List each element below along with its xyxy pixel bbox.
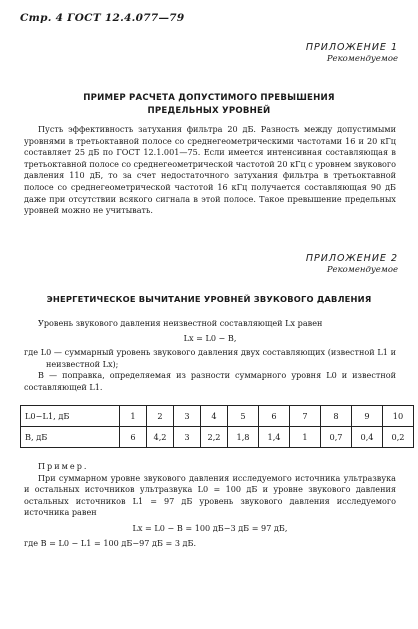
table-cell: 0,7 — [321, 427, 352, 448]
table-cell: 10 — [383, 406, 414, 427]
appendix-1-body-block — [24, 124, 396, 217]
appendix-1-title — [0, 92, 418, 118]
appendix-2-status: Рекомендуемое — [326, 265, 398, 275]
formula-example: Lx = L0 − B = 100 дБ−3 дБ = 97 дБ, — [132, 522, 288, 533]
where-l0: где L0 — суммарный уровень звукового давления двух составляющих (известной L1 и неизвестной Lx); — [24, 347, 396, 369]
table-cell: 1,4 — [259, 427, 290, 448]
appendix-1-label: ПРИЛОЖЕНИЕ 1 — [305, 42, 398, 53]
table-cell: 1,8 — [228, 427, 259, 448]
appendix-1-title-line2: ПРЕДЕЛЬНЫХ УРОВНЕЙ — [147, 106, 271, 116]
appendix-1-caption — [306, 42, 398, 64]
table-cell: 1 — [290, 427, 321, 448]
table-cell: 0,4 — [352, 427, 383, 448]
where-b: B — поправка, определяемая из разности суммарного уровня L0 и известной составляющей L1. — [24, 370, 396, 392]
table-cell: 8 — [321, 406, 352, 427]
table-header-correction: B, дБ — [21, 427, 120, 448]
appendix-2-label: ПРИЛОЖЕНИЕ 2 — [305, 253, 398, 264]
table-cell: 7 — [290, 406, 321, 427]
table-cell: 5 — [228, 406, 259, 427]
example-label: Пример. — [38, 461, 89, 471]
table-cell: 4 — [201, 406, 228, 427]
correction-table-wrap — [20, 405, 414, 448]
appendix-1-title-line1: ПРИМЕР РАСЧЕТА ДОПУСТИМОГО ПРЕВЫШЕНИЯ — [83, 93, 335, 103]
table-cell: 6 — [120, 427, 147, 448]
where-example: где B = L0 − L1 = 100 дБ−97 дБ = 3 дБ. — [24, 537, 197, 548]
table-cell: 2 — [147, 406, 174, 427]
table-cell: 2,2 — [201, 427, 228, 448]
table-cell: 4,2 — [147, 427, 174, 448]
table-cell: 3 — [174, 406, 201, 427]
formula-lx: Lx = L0 − B, — [183, 332, 237, 343]
appendix-1-status: Рекомендуемое — [326, 54, 398, 64]
appendix-1-body: Пусть эффективность затухания фильтра 20 дБ. Разность между допустимыми уровнями в третьоктавной полосе со среднегеометрическими частотами 16 и 20 кГц составляет 25 дБ по ГОСТ 12.1.001—75. Если имеется интенсивная составляющая в третьоктавной полосе со среднегеометрической частотой 20 кГц с уровнем звукового давления 110 дБ, то за счет недостаточного затухания фильтра в третьоктавной полосе со среднегеометрической частотой 16 кГц получается составляющая 90 дБ даже при отсутствии всякого сигнала в этой полосе. Такое превышение предельных уровней можно не учитывать. — [24, 124, 396, 216]
table-row-correction — [21, 427, 414, 448]
page-header: Стр. 4 ГОСТ 12.4.077—79 — [20, 12, 185, 24]
example-text: При суммарном уровне звукового давления исследуемого источника ультразвука и остальных источников ультразвука L0 = 100 дБ и уровне звукового давления остальных источников L1 = 97 дБ уровень звукового давления исследуемого источника равен — [24, 472, 396, 518]
appendix-2-title: ЭНЕРГЕТИЧЕСКОЕ ВЫЧИТАНИЕ УРОВНЕЙ ЗВУКОВОГО ДАВЛЕНИЯ — [46, 294, 372, 304]
table-cell: 0,2 — [383, 427, 414, 448]
table-cell: 9 — [352, 406, 383, 427]
appendix-2-caption — [306, 253, 398, 275]
example-block — [24, 461, 396, 549]
table-header-diff: L0−L1, дБ — [21, 406, 120, 427]
appendix-2-intro: Уровень звукового давления неизвестной составляющей Lx равен — [38, 318, 323, 328]
table-cell: 6 — [259, 406, 290, 427]
table-row-diff — [21, 406, 414, 427]
table-cell: 3 — [174, 427, 201, 448]
table-cell: 1 — [120, 406, 147, 427]
correction-table — [20, 405, 414, 448]
appendix-2-definitions — [24, 318, 396, 394]
